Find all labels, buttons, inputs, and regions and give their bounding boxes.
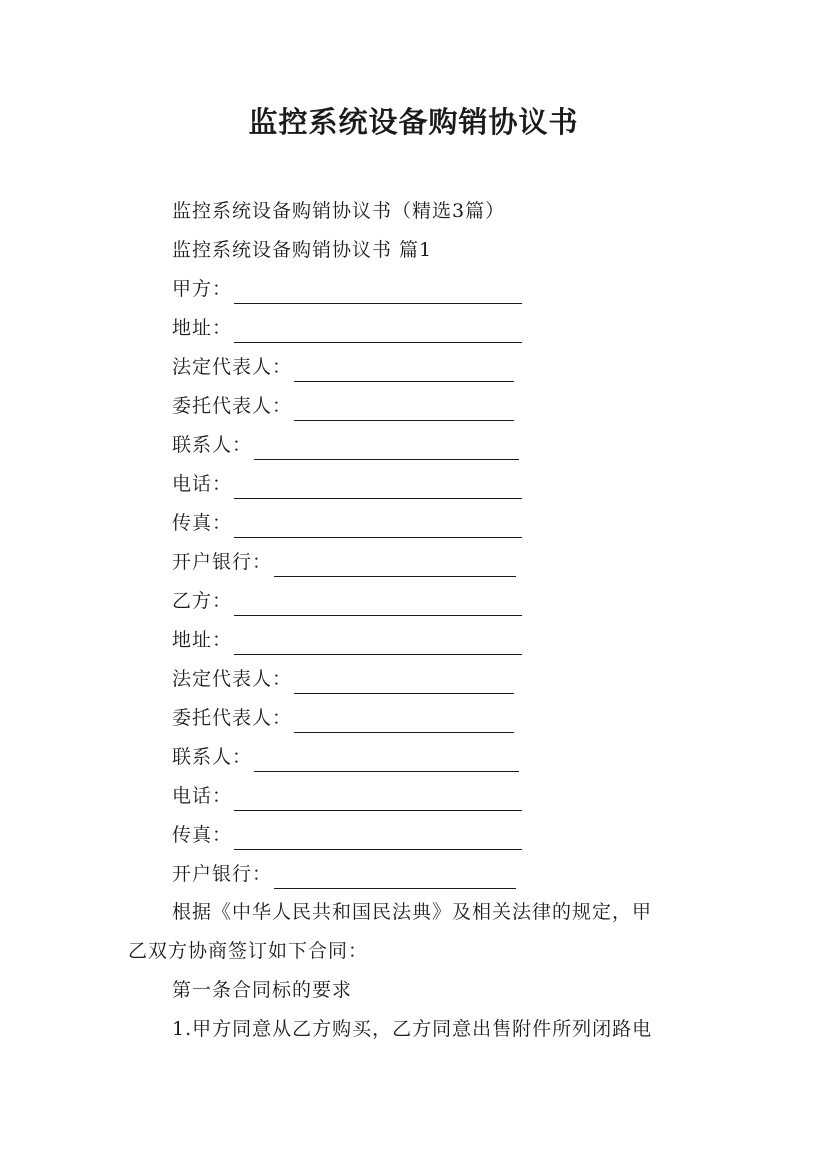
party-a-fax-field	[172, 508, 522, 538]
party-a-legal-rep-field	[172, 352, 514, 382]
party-b-agent-field	[172, 703, 514, 733]
party-a-phone-label: 电话：	[172, 473, 233, 495]
document-title: 监控系统设备购销协议书	[248, 105, 579, 139]
party-a-address-blank[interactable]	[234, 320, 522, 343]
party-b-fax-label: 传真：	[172, 824, 233, 846]
party-b-address-field	[172, 625, 522, 655]
intro-line-1: 根据《中华人民共和国民法典》及相关法律的规定，甲	[172, 901, 653, 923]
party-b-contact-label: 联系人：	[172, 746, 253, 768]
party-b-label: 乙方：	[172, 590, 233, 612]
party-a-bank-field	[172, 547, 516, 577]
party-b-contact-blank[interactable]	[254, 749, 519, 772]
party-b-legal-rep-field	[172, 664, 514, 694]
party-a-legal-rep-blank[interactable]	[294, 359, 514, 382]
party-a-field	[172, 274, 522, 304]
party-a-agent-blank[interactable]	[294, 398, 514, 421]
party-b-fax-blank[interactable]	[234, 827, 522, 850]
party-a-phone-field	[172, 469, 522, 499]
party-b-bank-label: 开户银行：	[172, 863, 273, 885]
party-a-fax-label: 传真：	[172, 512, 233, 534]
intro-line-2: 乙双方协商签订如下合同：	[128, 940, 369, 962]
party-a-contact-field	[172, 430, 519, 460]
party-b-contact-field	[172, 742, 519, 772]
party-b-legal-rep-label: 法定代表人：	[172, 668, 293, 690]
subtitle: 监控系统设备购销协议书（精选3篇）	[172, 200, 506, 222]
party-a-agent-field	[172, 391, 514, 421]
party-b-bank-field	[172, 859, 516, 889]
party-a-address-label: 地址：	[172, 317, 233, 339]
party-b-phone-blank[interactable]	[234, 788, 522, 811]
party-a-contact-label: 联系人：	[172, 434, 253, 456]
party-b-fax-field	[172, 820, 522, 850]
party-a-bank-label: 开户银行：	[172, 551, 273, 573]
party-b-agent-label: 委托代表人：	[172, 707, 293, 729]
party-b-phone-field	[172, 781, 522, 811]
party-b-blank[interactable]	[234, 593, 522, 616]
party-a-blank[interactable]	[234, 281, 522, 304]
section-heading: 监控系统设备购销协议书 篇1	[172, 239, 433, 261]
party-b-field	[172, 586, 522, 616]
party-a-label: 甲方：	[172, 278, 233, 300]
party-a-contact-blank[interactable]	[254, 437, 519, 460]
article-1-heading: 第一条合同标的要求	[172, 979, 353, 1001]
party-a-agent-label: 委托代表人：	[172, 395, 293, 417]
party-b-phone-label: 电话：	[172, 785, 233, 807]
article-1-item-1: 1.甲方同意从乙方购买，乙方同意出售附件所列闭路电	[172, 1018, 653, 1040]
party-a-fax-blank[interactable]	[234, 515, 522, 538]
party-a-bank-blank[interactable]	[274, 554, 516, 577]
party-b-bank-blank[interactable]	[274, 866, 516, 889]
party-a-address-field	[172, 313, 522, 343]
party-b-agent-blank[interactable]	[294, 710, 514, 733]
party-b-legal-rep-blank[interactable]	[294, 671, 514, 694]
party-a-phone-blank[interactable]	[234, 476, 522, 499]
party-b-address-label: 地址：	[172, 629, 233, 651]
party-a-legal-rep-label: 法定代表人：	[172, 356, 293, 378]
party-b-address-blank[interactable]	[234, 632, 522, 655]
